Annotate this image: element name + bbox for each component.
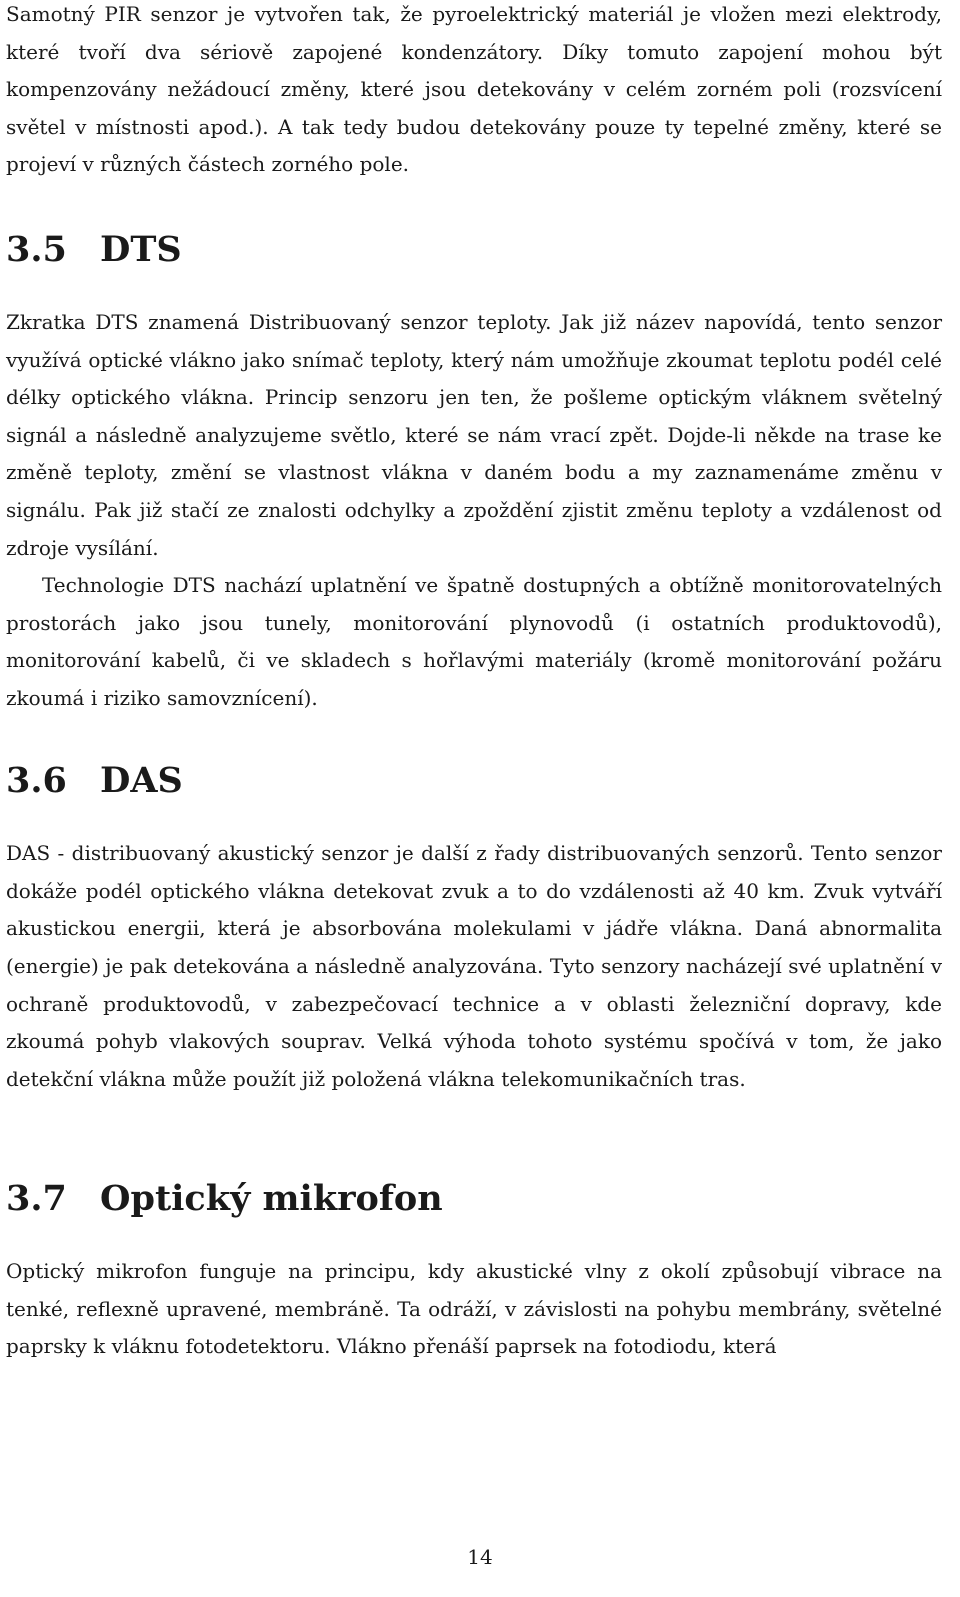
section-heading-dts [6,230,942,270]
paragraph-optical-microphone: Optický mikrofon funguje na principu, kdy akustické vlny z okolí způsobují vibrace na tenké, reflexně upravené, membráně. Ta odráží, v závislosti na pohybu membrány, světelné paprsky k vláknu fotodetektoru. Vlákno přenáší paprsek na fotodiodu, která [6,1259,942,1359]
section-number: 3.5 [6,229,67,270]
section-heading-optical-microphone [6,1179,942,1219]
section-title: DAS [100,760,183,802]
section-title: DTS [100,229,182,270]
section-number: 3.7 [6,1178,67,1220]
document-page [6,0,942,1366]
paragraph-pir-end: Samotný PIR senzor je vytvořen tak, že pyroelektrický materiál je vložen mezi elektrody, které tvoří dva sériově zapojené kondenzátory. Díky tomuto zapojení mohou být kompenzovány nežádoucí změny, které jsou detekovány v celém zorném poli (rozsvícení světel v místnosti apod.). A tak tedy budou detekovány pouze ty tepelné změny, které se projeví v různých částech zorného pole. [6,2,942,177]
paragraph-das: DAS - distribuovaný akustický senzor je další z řady distribuovaných senzorů. Tento senzor dokáže podél optického vlákna detekovat zvuk a to do vzdálenosti až 40 km. Zvuk vytváří akustickou energii, která je absorbována molekulami v jádře vlákna. Daná abnormalita (energie) je pak detekována a následně analyzována. Tyto senzory nacházejí své uplatnění v ochraně produktovodů, v zabezpečovací technice a v oblasti železniční dopravy, kde zkoumá pohyb vlakových souprav. Velká výhoda tohoto systému spočívá v tom, že jako detekční vlákna může použít již položená vlákna telekomunikačních tras. [6,841,942,1091]
section-number: 3.6 [6,760,67,802]
section-heading-das [6,761,942,801]
section-title: Optický mikrofon [100,1178,443,1220]
paragraph-dts-intro: Zkratka DTS znamená Distribuovaný senzor teploty. Jak již název napovídá, tento senzor využívá optické vlákno jako snímač teploty, který nám umožňuje zkoumat teplotu podél celé délky optického vlákna. Princip senzoru jen ten, že pošleme optickým vláknem světelný signál a následně analyzujeme světlo, které se nám vrací zpět. Dojde-li někde na trase ke změně teploty, změní se vlastnost vlákna v daném bodu a my zaznamenáme změnu v signálu. Pak již stačí ze znalosti odchylky a zpoždění zjistit změnu teploty a vzdálenost od zdroje vysílání. [6,310,942,560]
paragraph-dts-usage: Technologie DTS nachází uplatnění ve špatně dostupných a obtížně monitorovatelných prostorách jako jsou tunely, monitorování plynovodů (i ostatních produktovodů), monitorování kabelů, či ve skladech s hořlavými materiály (kromě monitorování požáru zkoumá i riziko samovznícení). [6,573,942,710]
page-number: 14 [467,1545,493,1569]
